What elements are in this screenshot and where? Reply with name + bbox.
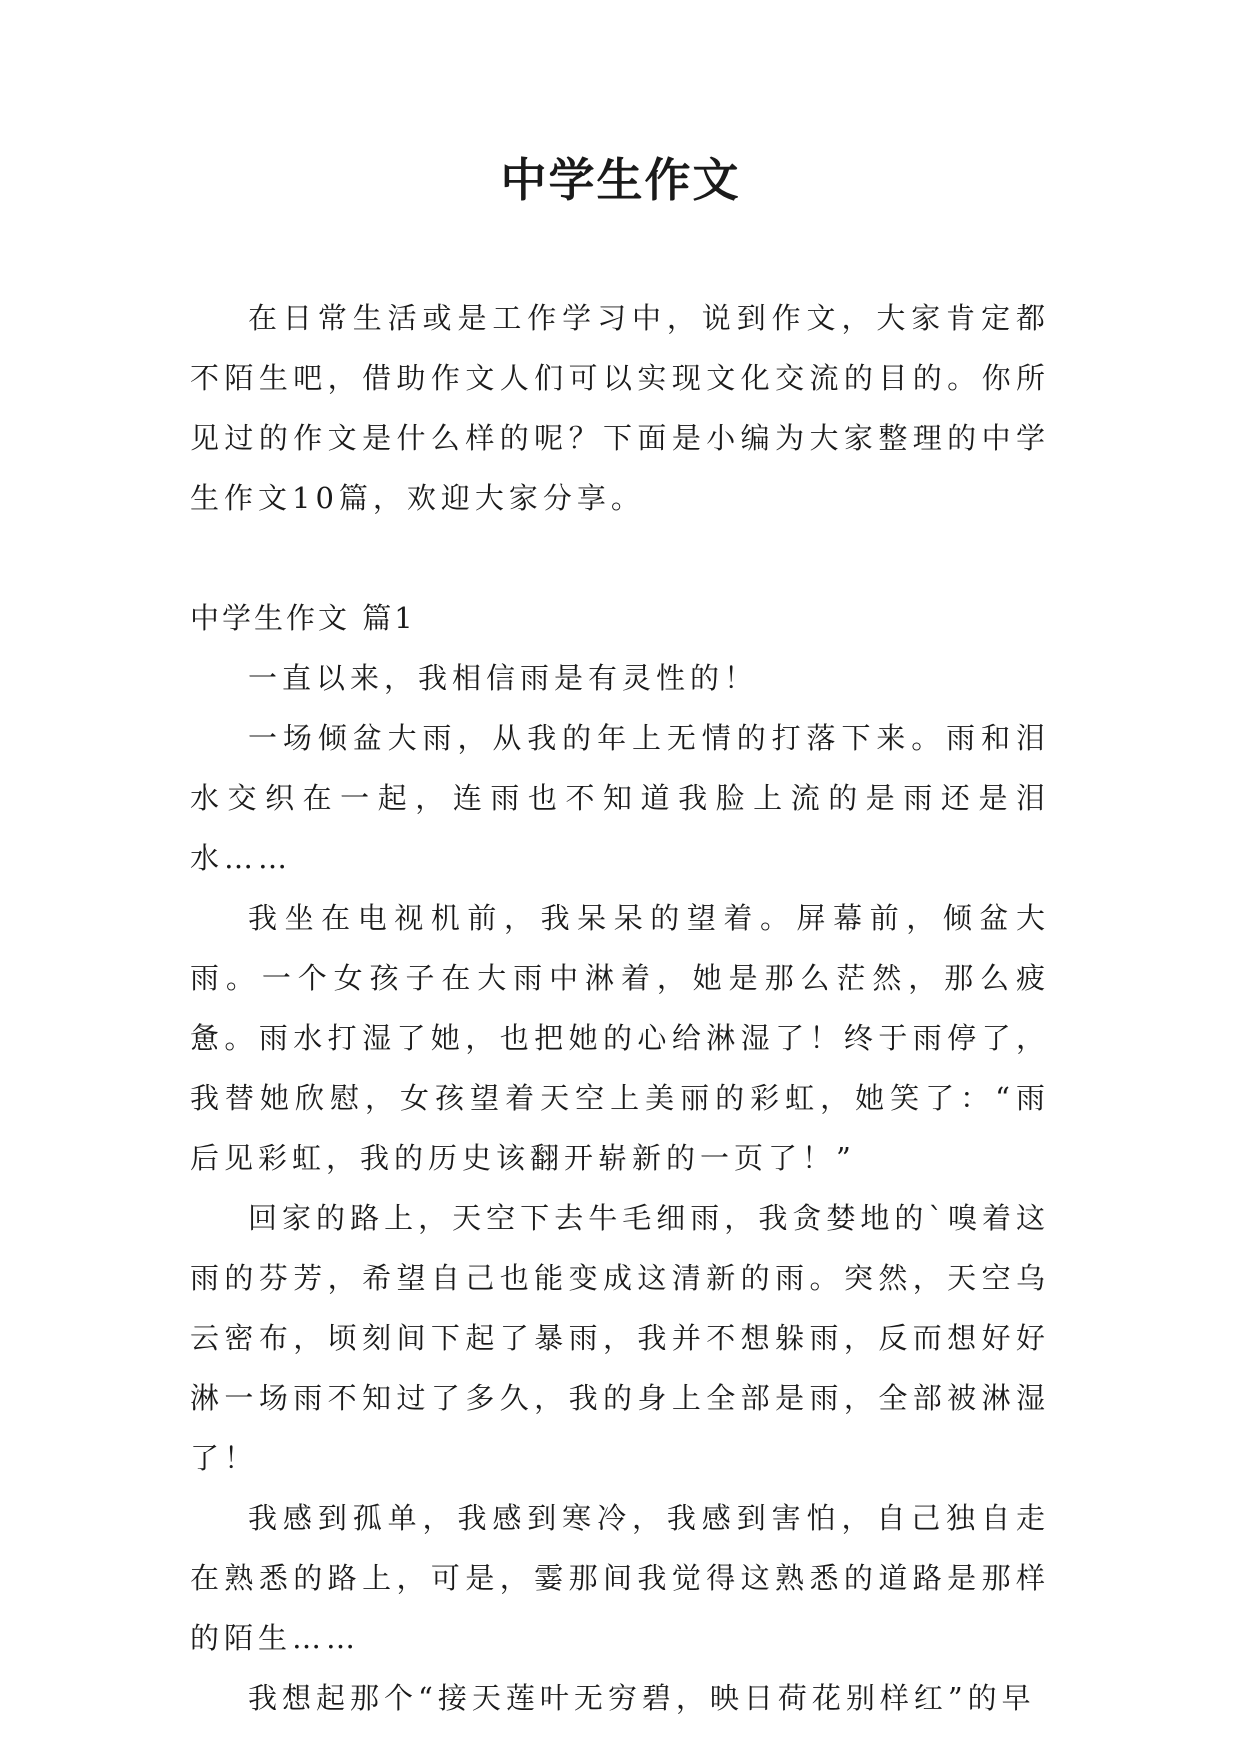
body-paragraph: 我感到孤单，我感到寒冷，我感到害怕，自己独自走在熟悉的路上，可是，霎那间我觉得这熟悉的道路是那样的陌生……	[190, 1501, 1050, 1655]
body-paragraph: 一直以来，我相信雨是有灵性的！	[248, 661, 759, 695]
page-title: 中学生作文	[500, 153, 741, 207]
intro-paragraph: 在日常生活或是工作学习中，说到作文，大家肯定都不陌生吧，借助作文人们可以实现文化交流的目的。你所见过的作文是什么样的呢？下面是小编为大家整理的中学生作文10篇，欢迎大家分享。	[190, 301, 1050, 515]
section-heading: 中学生作文 篇1	[190, 601, 416, 635]
body-paragraph: 我坐在电视机前，我呆呆的望着。屏幕前，倾盆大雨。一个女孩子在大雨中淋着，她是那么茫然，那么疲惫。雨水打湿了她，也把她的心给淋湿了！终于雨停了，我替她欣慰，女孩望着天空上美丽的彩虹，她笑了：“雨后见彩虹，我的历史该翻开崭新的一页了！”	[190, 901, 1050, 1175]
body-paragraph: 一场倾盆大雨，从我的年上无情的打落下来。雨和泪水交织在一起，连雨也不知道我脸上流的是雨还是泪水……	[190, 721, 1050, 875]
body-paragraph: 我想起那个“接天莲叶无穷碧，映日荷花别样红”的早	[248, 1681, 1036, 1715]
section-spacer	[190, 528, 1050, 588]
body-paragraph: 回家的路上，天空下去牛毛细雨，我贪婪地的`嗅着这雨的芬芳，希望自己也能变成这清新的雨。突然，天空乌云密布，顷刻间下起了暴雨，我并不想躲雨，反而想好好淋一场雨不知过了多久，我的身上全部是雨，全部被淋湿了！	[190, 1201, 1050, 1475]
document-body	[190, 288, 1050, 1728]
